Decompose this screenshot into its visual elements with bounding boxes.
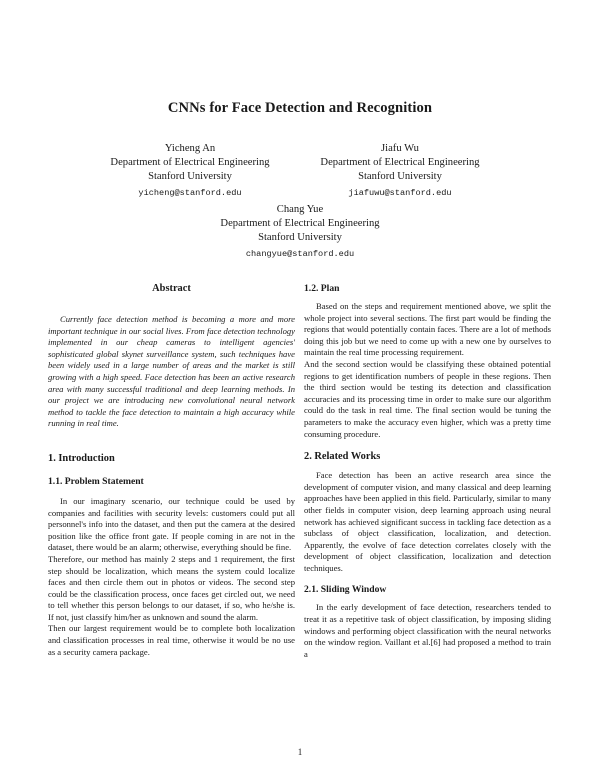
author-email: changyue@stanford.edu [245,249,355,259]
author-university: Stanford University [258,232,342,243]
page-number: 1 [297,747,303,757]
author-university: Stanford University [148,171,232,182]
section-heading-introduction: 1. Introduction [48,452,115,464]
abstract-heading: Abstract [152,283,191,294]
paragraph: Then our largest requirement would be to complete both localization and classification processes in real time, otherwise it would be no use as a security camera package. [48,623,295,657]
author-department: Department of Electrical Engineering [110,157,270,168]
subsection-heading-sliding-window: 2.1. Sliding Window [304,584,387,596]
author-name: Jiafu Wu [381,143,419,154]
author-block [195,203,405,261]
author-department: Department of Electrical Engineering [320,157,480,168]
author-block [95,142,285,200]
author-name: Yicheng An [164,143,216,154]
abstract-text: Currently face detection method is becoming a more and more important technique in our social lives. From face detection technology implemented in our cheap cameras to intelligent agencies' sophisticated global skynet surveillance system, such techniques have been widely used in a large number of areas and the market is still growing with a high speed. Face detection has been an active research area with many successful traditional and deep learning methods. In our project we are introducing new convolutional neural network method to tackle the face detection to maintain a high accuracy while running in real time. [48,314,295,429]
paragraph: Based on the steps and requirement mentioned above, we split the whole project into several sections. The first part would be finding the regions that would potentially contain faces. There are a lot of methods doing this job but we need to come up with a new one by ourselves to maintain the real time processing requirement. [304,301,551,358]
paragraph: Face detection has been an active research area since the development of computer vision, and many classical and deep learning approaches have been applied in this field. Particularly, similar to many other fields in computer vision, deep learning approach using neural network has achieved significant success in tackling face detection as a subclass of object classification, localization, and detection. Apparently, the evolve of face detection correlates closely with the development of object classification, localization and detection techniques. [304,470,551,573]
right-column [304,282,551,660]
author-block [305,142,495,200]
paragraph: In our imaginary scenario, our technique could be used by companies and facilities with security levels: customers could put all personnel's info into the dataset, and then put the camera at the desired position like the office front gate. If people coming in are not in the dataset, there would be an alarm; otherwise, everything should be fine. [48,495,295,553]
author-university: Stanford University [358,171,442,182]
subsection-heading-plan: 1.2. Plan [304,283,340,294]
paragraph: And the second section would be classifying these obtained potential regions to get identification numbers of people in these regions. Then the third section would be testing its detection and classification accuracies and its processing time in order to make sure our algorithm could do the task in real time. The final section would be tuning the parameters to make the accuracy even higher, which was a pretty time consuming procedure. [304,358,551,439]
author-email: yicheng@stanford.edu [138,188,242,198]
author-name: Chang Yue [276,204,324,215]
paragraph: In the early development of face detection, researchers tended to treat it as a repetitive task of object classification, by imposing sliding windows and performing object classification with the neural networks on the window region. Vaillant et al.[6] had proposed a method to train a [304,602,551,659]
left-column [48,282,295,658]
author-department: Department of Electrical Engineering [220,218,380,229]
author-email: jiafuwu@stanford.edu [348,188,452,198]
paragraph: Therefore, our method has mainly 2 steps and 1 requirement, the first step should be localization, which means the system could localize faces and then circle them out in photos or videos. The second step could be the classification process, once faces get circled out, we need to tell whether this person belongs to our dataset, if so, who he/she is. If not, just classify him/her as unknown and sound the alarm. [48,553,295,622]
section-heading-related-works: 2. Related Works [304,451,381,463]
paper-title: CNNs for Face Detection and Recognition [167,100,433,116]
subsection-heading-problem-statement: 1.1. Problem Statement [48,475,144,487]
